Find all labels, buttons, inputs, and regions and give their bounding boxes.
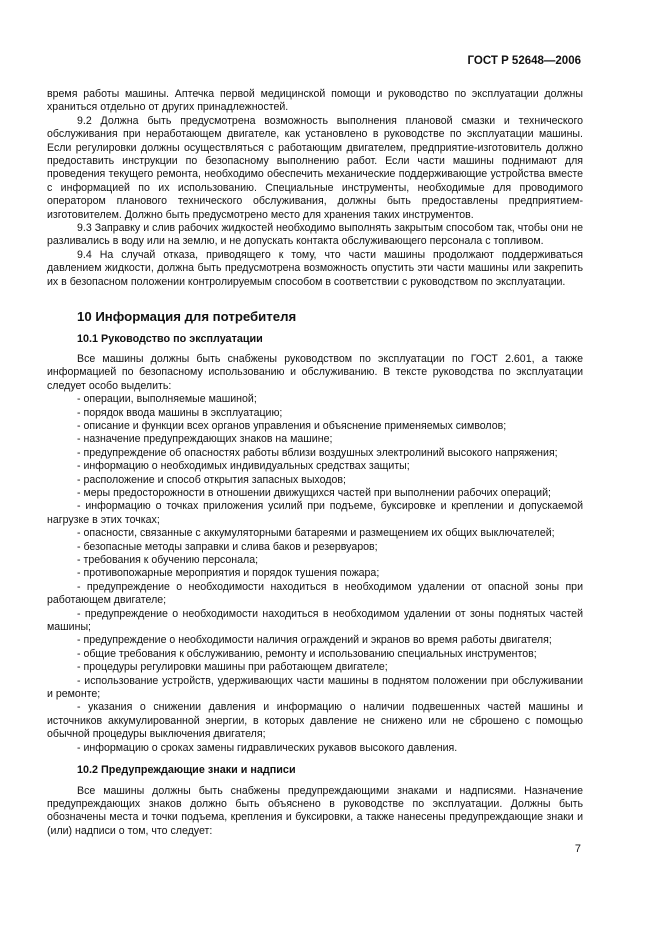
list-item: - информацию о сроках замены гидравлических рукавов высокого давления. [77, 741, 458, 754]
list-item: - безопасные методы заправки и слива баков и резервуаров; [77, 540, 378, 553]
list-item: - порядок ввода машины в эксплуатацию; [77, 406, 283, 419]
subsection-lead-10-1: Все машины должны быть снабжены руководством по эксплуатации по ГОСТ 2.601, а также информацией по безопасному использованию и обслуживанию. В тексте руководства по эксплуатации следует особо выделить: [47, 352, 583, 392]
page-content [47, 88, 583, 838]
paragraph: 9.2 Должна быть предусмотрена возможность выполнения плановой смазки и технического обслуживания при неработающем двигателе, как установлено в руководстве по эксплуатации машины. Если регулировки должны осуществляться с работающим двигателем, предприятие-изготовитель должно предоставить инструкции по безопасному выполнению работ. Если части машины поднимают для проведения текущего ремонта, необходимо обеспечить механические поддерживающие устройства вместе с информацией по их использованию. Специальные инструменты, необходимые для проводимого оператором планового технического обслуживания, должны быть предоставлены предприятием-изготовителем. Должно быть предусмотрено место для хранения таких инструментов. [47, 114, 583, 221]
list-item: - назначение предупреждающих знаков на машине; [77, 433, 333, 446]
list-item: - противопожарные мероприятия и порядок тушения пожара; [77, 567, 380, 580]
list-item: - требования к обучению персонала; [77, 554, 259, 566]
list-item: - расположение и способ открытия запасных выходов; [77, 473, 346, 486]
list-item: - предупреждение о необходимости наличия ограждений и экранов во время работы двигателя; [77, 634, 552, 647]
list-item: - процедуры регулировки машины при работающем двигателе; [77, 661, 388, 674]
list-item: - общие требования к обслуживанию, ремонту и использованию специальных инструментов; [77, 647, 537, 660]
list-item: - меры предосторожности в отношении движущихся частей при выполнении рабочих операций; [77, 486, 551, 499]
paragraph: 9.3 Заправку и слив рабочих жидкостей необходимо выполнять закрытым способом так, чтобы они не разливались в воду или на землю, и не допускать контакта обслуживающего персонала с топливом. [47, 222, 583, 248]
subsection-lead-10-2: Все машины должны быть снабжены предупреждающими знаками и надписями. Назначение предупреждающих знаков должно быть объяснено в руководстве по эксплуатации. Должны быть обозначены места и точки подъема, крепления и буксировки, а также нанесены предупреждающие знаки и (или) надписи о том, что следует: [47, 784, 583, 837]
list-item: - описание и функции всех органов управления и объяснение применяемых символов; [77, 419, 507, 432]
standard-number: ГОСТ Р 52648—2006 [467, 55, 581, 67]
page-number: 7 [574, 843, 581, 855]
paragraph: время работы машины. Аптечка первой медицинской помощи и руководство по эксплуатации должны храниться отдельно от других принадлежностей. [47, 88, 583, 114]
list-item: - предупреждение об опасностях работы вблизи воздушных электролиний высокого напряжения; [77, 446, 558, 459]
list-item: - информацию о точках приложения усилий при подъеме, буксировке и креплении и допускаемой нагрузке в этих точках; [47, 500, 583, 526]
list-item: - предупреждение о необходимости находиться в необходимом удалении от опасной зоны при работающем двигателе; [47, 580, 583, 607]
list-item: - указания о снижении давления и информацию о наличии подвешенных частей машины и источников аккумулированной энергии, в которых давление не снижено или не сброшено с помощью обычной процедуры выключения двигателя; [47, 701, 583, 741]
list-item: - использование устройств, удерживающих части машины в поднятом положении при обслуживании и ремонте; [47, 674, 583, 701]
paragraph: 9.4 На случай отказа, приводящего к тому, что части машины продолжают поддерживаться давлением жидкости, должна быть предусмотрена возможность опустить эти части машины или закрепить их в безопасном положении контролируемым способом в соответствии с руководством по эксплуатации. [47, 248, 583, 288]
subsection-title-10-2: 10.2 Предупреждающие знаки и надписи [77, 764, 296, 777]
intro-paragraphs [47, 88, 583, 289]
subsection-title-10-1: 10.1 Руководство по эксплуатации [77, 332, 263, 345]
requirements-list [47, 393, 583, 755]
section-title: 10 Информация для потребителя [77, 309, 297, 325]
list-item: - операции, выполняемые машиной; [77, 393, 257, 406]
list-item: - опасности, связанные с аккумуляторными батареями и размещением их общих выключателей; [77, 527, 555, 540]
list-item: - предупреждение о необходимости находиться в необходимом удалении от зоны поднятых частей машины; [47, 607, 583, 634]
list-item: - информацию о необходимых индивидуальных средствах защиты; [77, 460, 410, 473]
